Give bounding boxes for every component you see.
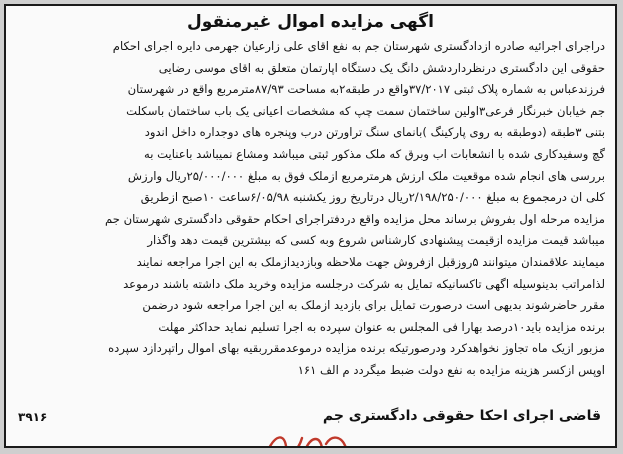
notice-line: اوپس ازکسر هزینه مزایده به نفع دولت ضبط میگردد م الف ۱۶۱ <box>297 362 605 377</box>
notice-line: فرزندعباس به شماره پلاک ثبتی ۳۷/۲۰۱۷واقع در طبقه۲به مساحت ۸۷/۹۳مترمربع واقع در شهرستان <box>127 82 605 97</box>
notice-line: حقوقی این دادگستری درنظرداردشش دانگ یک دستگاه اپارتمان متعلق به اقای موسی رضایی <box>158 60 605 75</box>
signature-line: قاضی اجرای احکا حقوقی دادگستری جم <box>322 408 601 424</box>
notice-line: بررسی های انجام شده موقعیت ملک ارزش هرمترمربع ازملک فوق به مبلغ ۲۵/۰۰۰/۰۰۰ریال وارزش <box>127 168 605 183</box>
notice-line: لذامراتب بدینوسیله اگهی تاکسانیکه تمایل به شرکت درجلسه مزایده وخرید ملک داشته باشند درموعد <box>123 276 605 291</box>
notice-body <box>14 36 605 382</box>
notice-line: میباشد قیمت مزایده ازقیمت پیشنهادی کارشناس شروع وبه کسی که بیشترین قیمت دهد واگذار <box>147 233 605 248</box>
notice-line: کلی ان درمجموع به مبلغ ۲/۱۹۸/۲۵۰/۰۰۰ریال درتاریخ روز یکشنبه ۶/۰۵/۹۸ساعت ۱۰صبح ازطریق <box>140 190 605 205</box>
notice-line: مزایده مرحله اول بفروش برساند محل مزایده واقع دردفتراجرای احکام حقوقی دادگستری شهرستان جم <box>105 211 605 226</box>
notice-line: بتنی ۳طبقه (دوطبقه به روی پارکینگ )بانمای سنگ تراورتن درب وپنجره های دوجداره داخل اندود <box>144 125 605 140</box>
notice-line: دراجرای اجرائیه صادره ازدادگستری شهرستان جم به نفع اقای علی زارعیان جهرمی دایره اجرای احکام <box>112 39 605 53</box>
notice-line: مزبور ازیک ماه تجاوز نخواهدکرد ودرصورتیکه برنده مزایده درموعدمقرربقیه بهای اموال راتپردازد سپرده <box>108 341 605 356</box>
notice-line: برنده مزایده باید۱۰درصد بهارا فی المجلس به عنوان سپرده به اجرا تسلیم نماید حداکثر مهلت <box>158 319 605 334</box>
notice-line: گچ وسفیدکاری شده با انشعابات اب وبرق که ملک مذکور ثبتی میباشد ومشاع نمیباشد باعنایت به <box>144 146 605 161</box>
notice-title: اگهی مزایده اموال غیرمنقول <box>187 12 434 32</box>
notice-line: جم خیابان خبرنگار فرعی۳اولین ساختمان سمت چپ که مشخصات اعیانی یک باب ساختمان باسکلت <box>126 103 605 118</box>
handwritten-mark <box>262 430 352 448</box>
notice-sheet <box>4 4 617 448</box>
reference-number: ۳۹۱۶ <box>18 410 48 424</box>
notice-line: مقرر حاضرشوند بدیهی است درصورت تمایل برای بازدید ازملک به این اجرا مراجعه شود درضمن <box>142 298 605 313</box>
notice-line: میمایند علاقمندان میتوانند ۵روزقبل ازفروش جهت ملاحظه وبازدیدازملک به این اجرا مراجعه نمایند <box>136 254 605 269</box>
